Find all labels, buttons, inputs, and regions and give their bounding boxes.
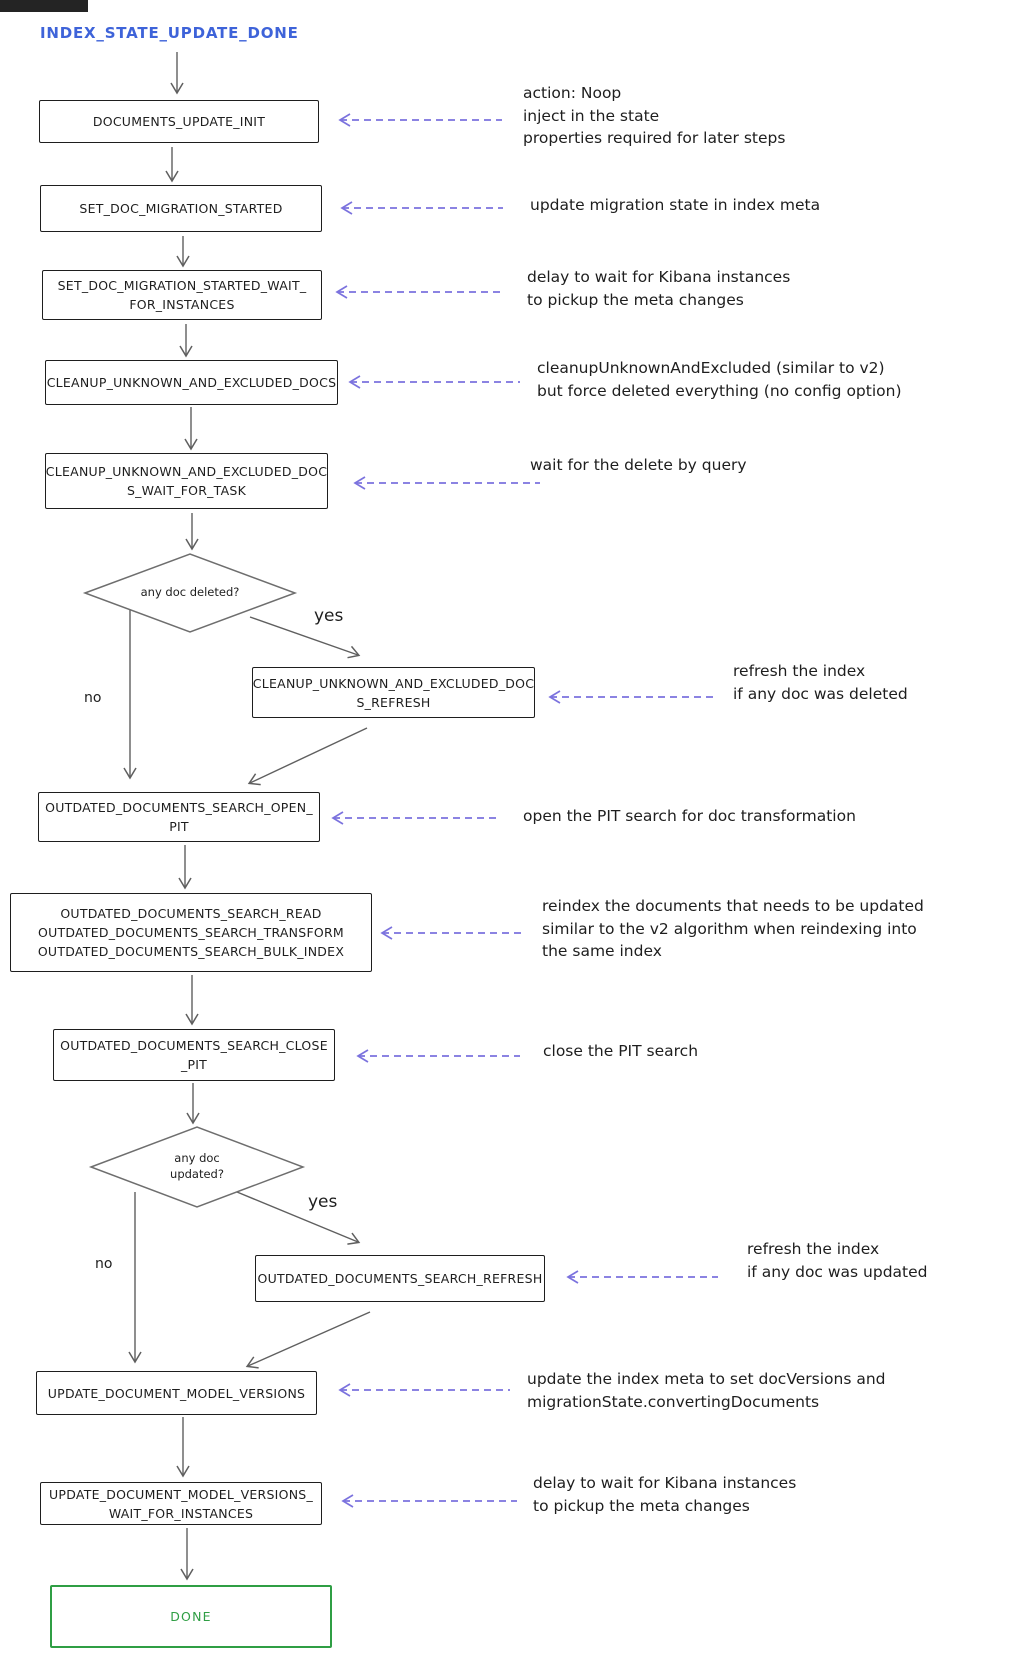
annotation-line: open the PIT search for doc transformation (523, 807, 856, 825)
annotation-line: wait for the delete by query (530, 456, 747, 474)
annotation-line: update migration state in index meta (530, 196, 821, 214)
node-label-line: S_WAIT_FOR_TASK (126, 483, 247, 498)
annotation-delay-wait-instances-2 (533, 1472, 796, 1517)
annotation-line: migrationState.convertingDocuments (527, 1392, 820, 1411)
annotation-line: refresh the index (733, 662, 866, 680)
annotation-line: inject in the state (523, 106, 660, 125)
node-label-line: OUTDATED_DOCUMENTS_SEARCH_REFRESH (257, 1271, 543, 1286)
annotation-update-migration-state (530, 194, 820, 217)
annotation-refresh-if-deleted (733, 660, 908, 705)
node-label-line: FOR_INSTANCES (129, 297, 235, 312)
annotation-close-pit-note (543, 1040, 698, 1063)
annotation-open-pit-note (523, 805, 856, 828)
node-label-line: OUTDATED_DOCUMENTS_SEARCH_BULK_INDEX (37, 944, 345, 959)
annotation-line: update the index meta to set docVersions and (527, 1370, 886, 1388)
node-label-line: DOCUMENTS_UPDATE_INIT (92, 114, 266, 129)
node-label-line: DONE (170, 1609, 212, 1624)
annotation-line: but force deleted everything (no config option) (537, 381, 902, 400)
node-label-line: _PIT (180, 1057, 208, 1072)
annotation-line: the same index (542, 942, 662, 960)
edge-label-deleted-yes: yes (314, 606, 344, 626)
node-outdated-documents-search-read-transform-bulk-index (10, 893, 372, 972)
node-label-line: updated? (170, 1167, 224, 1181)
node-label-line: OUTDATED_DOCUMENTS_SEARCH_TRANSFORM (38, 925, 344, 940)
annotation-line: reindex the documents that needs to be updated (542, 897, 924, 915)
node-cleanup-unknown-and-excluded-docs-refresh (252, 667, 535, 718)
diagram-title: INDEX_STATE_UPDATE_DONE (40, 24, 299, 42)
annotation-line: similar to the v2 algorithm when reindexing into (542, 919, 917, 938)
annotation-line: delay to wait for Kibana instances (533, 1474, 797, 1492)
node-update-document-model-versions (36, 1371, 317, 1415)
top-left-dark-bar (0, 0, 88, 12)
node-outdated-documents-search-open-pit (38, 792, 320, 842)
edge-label-updated-no: no (95, 1256, 113, 1272)
arrow-refresh-to-open-pit (250, 728, 367, 783)
node-label-line: WAIT_FOR_INSTANCES (108, 1505, 254, 1521)
node-outdated-documents-search-refresh (255, 1255, 545, 1302)
annotation-wait-delete-by-query (530, 454, 747, 477)
node-any-doc-deleted-decision (110, 584, 270, 600)
annotation-line: if any doc was deleted (733, 684, 908, 703)
node-set-doc-migration-started-wait-for-instances (42, 270, 322, 320)
node-documents-update-init (39, 100, 319, 143)
node-set-doc-migration-started (40, 185, 322, 232)
annotation-line: action: Noop (523, 84, 622, 102)
node-label-line: any doc (174, 1151, 220, 1165)
annotation-line: if any doc was updated (747, 1262, 928, 1281)
arrow-refresh2-to-update-model (248, 1312, 370, 1366)
node-any-doc-updated-decision (117, 1150, 277, 1182)
node-label-line: OUTDATED_DOCUMENTS_SEARCH_OPEN_ (45, 800, 313, 815)
node-label-line: OUTDATED_DOCUMENTS_SEARCH_READ (60, 906, 322, 921)
node-label-line: SET_DOC_MIGRATION_STARTED (79, 201, 283, 216)
node-cleanup-unknown-and-excluded-docs-wait-for-task (45, 453, 328, 509)
annotation-line: close the PIT search (543, 1042, 699, 1060)
edge-label-deleted-no: no (84, 690, 102, 706)
node-label-line: UPDATE_DOCUMENT_MODEL_VERSIONS_ (49, 1486, 313, 1502)
node-label-line: S_REFRESH (356, 694, 431, 710)
annotation-line: to pickup the meta changes (527, 290, 744, 309)
node-label-line: SET_DOC_MIGRATION_STARTED_WAIT_ (57, 278, 307, 293)
node-cleanup-unknown-and-excluded-docs (45, 360, 338, 405)
annotation-line: refresh the index (747, 1240, 880, 1258)
node-label-line: CLEANUP_UNKNOWN_AND_EXCLUDED_DOC (252, 675, 535, 691)
node-label-line: CLEANUP_UNKNOWN_AND_EXCLUDED_DOCS (46, 375, 337, 390)
node-done (50, 1585, 332, 1648)
annotation-line: cleanupUnknownAndExcluded (similar to v2) (537, 359, 885, 377)
edge-label-updated-yes: yes (308, 1192, 338, 1212)
annotation-line: to pickup the meta changes (533, 1496, 750, 1515)
node-label-line: any doc deleted? (140, 585, 240, 599)
annotation-reindex-documents-note (542, 895, 924, 963)
node-outdated-documents-search-close-pit (53, 1029, 335, 1081)
node-label-line: UPDATE_DOCUMENT_MODEL_VERSIONS (47, 1385, 306, 1401)
node-label-line: CLEANUP_UNKNOWN_AND_EXCLUDED_DOC (45, 464, 328, 479)
annotation-cleanup-unknown-excluded-note (537, 357, 902, 402)
annotation-delay-wait-instances-1 (527, 266, 790, 311)
annotation-action-noop (523, 82, 785, 150)
node-label-line: PIT (169, 819, 189, 834)
node-update-document-model-versions-wait-for-instances (40, 1482, 322, 1525)
annotation-refresh-if-updated (747, 1238, 928, 1283)
arrow-updated-yes (237, 1192, 358, 1242)
annotation-line: properties required for later steps (523, 129, 786, 147)
node-label-line: OUTDATED_DOCUMENTS_SEARCH_CLOSE (60, 1038, 328, 1053)
annotation-update-index-meta-note (527, 1368, 885, 1413)
annotation-line: delay to wait for Kibana instances (527, 268, 791, 286)
